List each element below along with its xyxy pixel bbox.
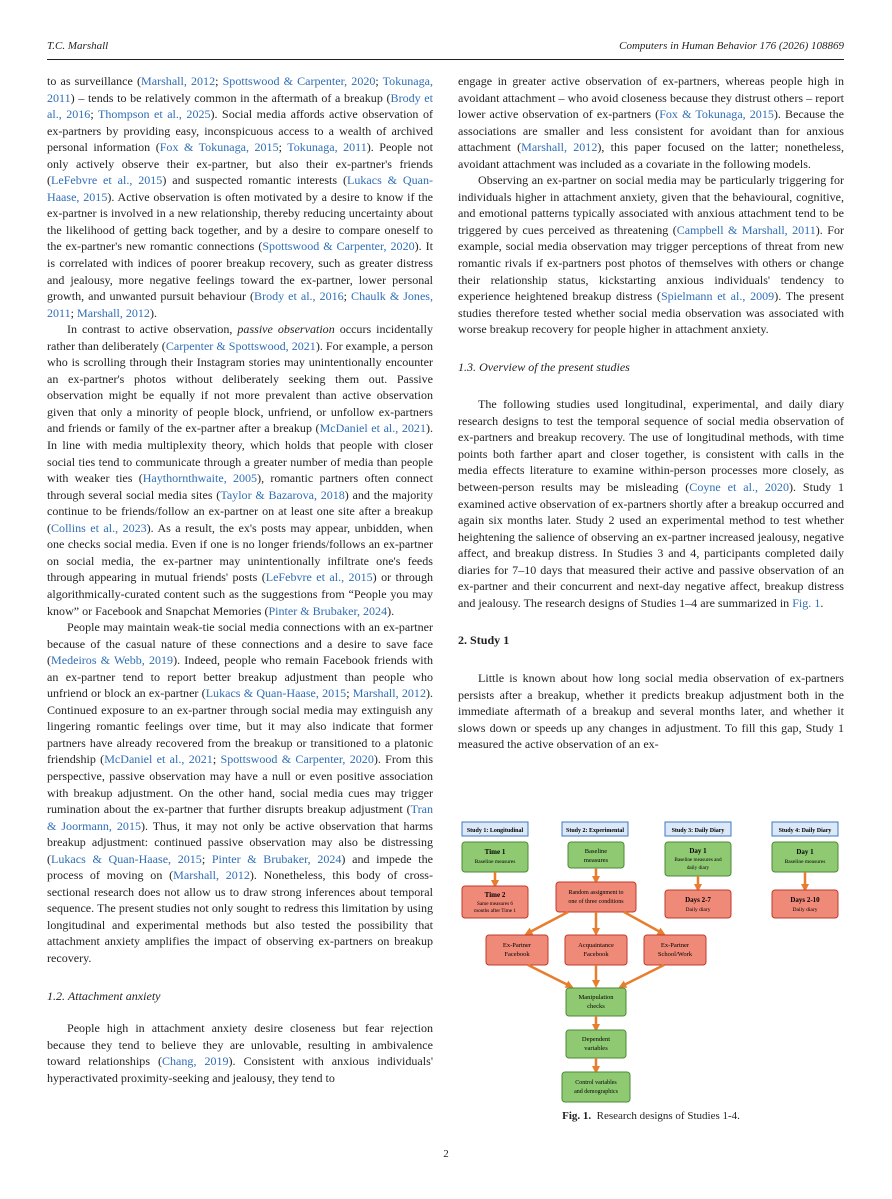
text-run: ). It is correlated with indices of poorer breakup recovery, such as greater distress and jealousy, more negative feelings toward the ex-partner, lower personal growth, and unwanted pursuit behaviour ( — [47, 239, 433, 304]
s4-day1-box — [772, 842, 838, 872]
citation-link[interactable]: Spielmann et al., 2009 — [660, 289, 775, 304]
text-run: ). Because the associations are smaller and less consistent for avoidant than for anxious attachment ( — [458, 107, 844, 155]
text-run: ). Study 1 examined active observation of ex-partners shortly after a breakup occurred and again six months later. Study 2 used an experimental method to test whether heightening the salience of observing an ex-partner increased jealousy, negative affect, and breakup distress. In Studies 3 and 4, participants completed daily diaries for 7–10 days that measured their active and passive observation of an ex-partner and their concurrent and next-day negative affect, breakup distress and jealousy. The research designs of Studies 1–4 are summarized in — [458, 480, 844, 610]
left-column — [47, 73, 433, 1086]
running-header — [47, 40, 844, 56]
citation-link[interactable]: Chang, 2019 — [162, 1054, 229, 1069]
s2-dep-line2: variables — [584, 1045, 608, 1052]
text-run: ), romantic partners often connect through several social media sites ( — [47, 471, 433, 502]
text-run: . — [820, 595, 824, 610]
text-run: ) and impede the process of moving on ( — [47, 851, 433, 883]
study-4-label: Study 4: Daily Diary — [778, 828, 832, 834]
arrow — [528, 912, 568, 933]
paragraph — [458, 73, 844, 172]
s2-manipulation-box — [566, 988, 626, 1016]
citation-link[interactable]: LeFebvre et al., 2015 — [51, 173, 163, 188]
text-run: ; — [201, 851, 212, 866]
section-heading: 1.2. Attachment anxiety — [47, 988, 161, 1003]
s1-time1-sub: Baseline measures — [474, 859, 516, 865]
text-run: People high in attachment anxiety desire closeness but fear rejection because they tend to believe they are unlovable, resulting in ambivalence toward relationships ( — [47, 1021, 433, 1069]
s2-random-line2: one of three conditions — [568, 899, 624, 905]
s4-day1-sub: Baseline measures — [784, 859, 826, 865]
text-run: ). People not only actively observe their ex-partner, but also their ex-partner's friends ( — [47, 140, 433, 188]
arrow — [528, 965, 570, 986]
s2-cond-ex-facebook-box — [486, 935, 548, 965]
citation-link[interactable]: Marshall, 2012 — [352, 686, 426, 701]
citation-link[interactable]: Chaulk & Jones, 2011 — [47, 289, 433, 320]
s4-days-box — [772, 890, 838, 918]
s2-cond3-line1: Ex-Partner — [660, 942, 690, 949]
citation-link[interactable]: Marshall, 2012 — [521, 140, 598, 155]
s2-random-line1: Random assignment to — [568, 890, 624, 896]
citation-link[interactable]: Medeiros & Webb, 2019 — [51, 653, 174, 668]
study-labels — [462, 822, 838, 836]
citation-link[interactable]: Carpenter & Spottswood, 2021 — [165, 338, 316, 353]
text-run: to as surveillance ( — [47, 74, 142, 88]
s2-cond1-line1: Ex-Partner — [502, 942, 532, 949]
text-run: ). Consistent with anxious individuals' hyperactivated proximity-seeking and jealousy, they tend to — [47, 1054, 433, 1085]
s4-days-sub: Daily diary — [792, 907, 818, 913]
text-run: ; — [343, 289, 352, 304]
citation-link[interactable]: Marshall, 2012 — [77, 305, 150, 320]
text-run: ). Active observation is often motivated by a desire to know if the ex-partner is involved in a new relationship, thereby reducing uncertainty about the likelihood of getting back together, and by a desire to compare oneself to the ex-partner's new romantic connections ( — [47, 189, 434, 254]
paragraph — [47, 619, 433, 966]
text-run: Little is known about how long social media observation of ex-partners persists after a breakup, whether it predicts breakup adjustment both in the immediate aftermath of a breakup and several months later, and whether it slows down or speeds up any changes in adjustment. To fill this gap, Study 1 measured the active observation of an ex- — [458, 670, 844, 752]
citation-link[interactable]: Campbell & Marshall, 2011 — [676, 222, 816, 237]
paragraph — [458, 670, 844, 753]
s2-manip-line2: checks — [587, 1003, 605, 1010]
s1-time2-title: Time 2 — [484, 891, 506, 899]
s2-ctrl-line1: Control variables — [575, 1080, 617, 1086]
text-run: Observing an ex-partner on social media may be particularly triggering for individuals higher in attachment anxiety, given that the behavioural, cognitive, and emotional patterns typically associated with anxious attachment tend to be triggered by cues perceived as threatening ( — [458, 173, 844, 237]
text-run: ; — [346, 686, 353, 701]
citation-link[interactable]: Brody et al., 2016 — [254, 289, 344, 304]
s2-ctrl-line2: and demographics — [574, 1089, 618, 1095]
header-author: T.C. Marshall — [47, 40, 109, 52]
flowchart — [458, 808, 844, 1108]
s3-day1-sub2: daily diary — [686, 865, 710, 871]
text-run: occurs incidentally rather than deliberately ( — [47, 322, 433, 353]
figure-research-designs — [458, 808, 844, 1108]
text-run: In contrast to active observation, — [67, 322, 238, 337]
study-2-label: Study 2: Experimental — [565, 828, 625, 834]
citation-link[interactable]: McDaniel et al., 2021 — [319, 421, 426, 436]
s4-days-title: Days 2-10 — [790, 896, 820, 904]
citation-link[interactable]: LeFebvre et al., 2015 — [265, 570, 373, 585]
arrow — [624, 912, 662, 933]
s2-cond1-line2: Facebook — [504, 951, 530, 958]
figure-caption-text: Research designs of Studies 1-4. — [596, 1110, 740, 1122]
page-number: 2 — [443, 1148, 449, 1160]
citation-link[interactable]: Lukacs & Quan-Haase, 2015 — [205, 686, 347, 701]
citation-link[interactable]: Spottswood & Carpenter, 2020 — [222, 74, 376, 88]
text-run: ). The present studies therefore tested whether social media observation was associated with worse breakup recovery for people higher in attachment anxiety. — [458, 289, 845, 337]
text-run: ; — [278, 140, 288, 155]
text-run: ; — [215, 74, 223, 88]
right-column — [458, 73, 844, 753]
text-run: ). In line with media multiplexity theory, which holds that people with closer social ties tend to communicate through a greater number of media than people with weaker ties ( — [47, 421, 433, 486]
citation-link[interactable]: Marshall, 2012 — [141, 74, 216, 88]
emphasis: passive observation — [237, 322, 335, 337]
s3-day1-title: Day 1 — [689, 847, 707, 855]
citation-link[interactable]: Collins et al., 2023 — [51, 520, 147, 535]
paragraph — [458, 172, 844, 337]
text-run: ). — [149, 305, 157, 320]
study-1-label: Study 1: Longitudinal — [466, 828, 524, 834]
citation-link[interactable]: Fig. 1 — [792, 595, 821, 610]
s2-dep-line1: Dependent — [581, 1036, 611, 1043]
text-run: ). For example, a person who is scrolling through their Instagram stories may unintentionally encounter an ex-partner's photos without deliberately seeking them out. Passive observation might be equally if not more prevalent than active observation given that only a minority of people block, unfriend, or unfollow ex-partners and friends or family of the ex-partner after a breakup ( — [47, 338, 434, 436]
text-run: ). As a result, the ex's posts may appear, unbidden, when one checks social media. Even if one is no longer friends/follows an ex-partner on social media, the ex-partner may unintentionally infiltrate one's feeds through appearing in mutual friends' posts ( — [47, 520, 434, 585]
citation-link[interactable]: Pinter & Brubaker, 2024 — [268, 603, 388, 618]
s1-time2-sub1: Same measures 6 — [476, 901, 514, 907]
text-run: ) and the majority continue to be friends/follow an ex-partner on at least one site after a breakup ( — [47, 487, 433, 535]
s2-dependent-box — [566, 1030, 626, 1058]
s2-baseline-box — [568, 842, 624, 868]
figure-caption — [458, 1110, 844, 1122]
citation-link[interactable]: Lukacs & Quan-Haase, 2015 — [47, 173, 433, 204]
citation-link[interactable]: Tran & Joormann, 2015 — [47, 802, 433, 833]
s2-cond2-line2: Facebook — [583, 951, 609, 958]
study-3-label: Study 3: Daily Diary — [671, 828, 725, 834]
s1-time1-box — [462, 842, 528, 872]
s2-cond-acquaintance-box — [565, 935, 627, 965]
s1-time1-title: Time 1 — [484, 848, 506, 856]
s3-days-box — [665, 890, 731, 918]
section-heading: 1.3. Overview of the present studies — [458, 359, 630, 374]
citation-link[interactable]: Lukacs & Quan-Haase, 2015 — [51, 851, 202, 866]
text-run: ). Thus, it may not only be active observation that harms breakup adjustment: continued passive observation may also be distressing ( — [47, 818, 433, 866]
text-run: People may maintain weak-tie social media connections with an ex-partner because of the casual nature of these connections and a desire to save face ( — [47, 620, 433, 668]
citation-link[interactable]: Marshall, 2012 — [173, 868, 250, 883]
section-heading: 2. Study 1 — [458, 633, 510, 648]
figure-label: Fig. 1. — [562, 1110, 592, 1122]
text-run: ). Nonetheless, this body of cross-sectional research does not allow us to draw strong inferences about temporal sequence. The present studies not only sought to redress this limitation by using longitudinal and experimental methods but also tested the possibility that attachment anxiety amplifies the impact of observing ex-partners on breakup recovery. — [47, 868, 433, 965]
text-run: ). — [387, 603, 395, 618]
text-run: ; — [375, 74, 383, 88]
text-run: ; — [90, 107, 98, 122]
s2-cond3-line2: School/Work — [657, 951, 693, 958]
text-run: ) – tends to be relatively common in the aftermath of a breakup ( — [70, 90, 391, 105]
s3-days-title: Days 2-7 — [685, 896, 711, 904]
s1-time2-sub2: months after Time 1 — [474, 908, 516, 914]
text-run: ) and suspected romantic interests ( — [162, 173, 347, 188]
citation-link[interactable]: McDaniel et al., 2021 — [104, 752, 213, 767]
header-rule — [47, 59, 844, 60]
citation-link[interactable]: Tokunaga, 2011 — [47, 74, 433, 105]
text-run: engage in greater active observation of ex-partners, whereas people high in avoidant attachment – who avoid closeness because they distrust others – report lower active observation of ex-partners ( — [458, 74, 844, 122]
citation-link[interactable]: Tokunaga, 2011 — [287, 140, 367, 155]
arrow — [622, 965, 664, 986]
s3-days-sub: Daily diary — [685, 907, 711, 913]
text-run: The following studies used longitudinal, experimental, and daily diary research designs to test the temporal sequence of social media observation of ex-partners and breakup recovery. The use of longitudinal methods, with time points both farther apart and closer together, is consistent with calls in the media effects literature to examine within-person processes more closely, as between-person results may be misleading ( — [458, 397, 844, 495]
citation-link[interactable]: Haythornthwaite, 2005 — [142, 471, 258, 486]
paragraph — [47, 73, 433, 321]
s2-random-box — [556, 882, 636, 912]
citation-link[interactable]: Thompson et al., 2025 — [97, 107, 211, 122]
paragraph — [458, 396, 844, 611]
s2-cond2-line1: Acquaintance — [578, 942, 614, 949]
text-run: ; — [212, 752, 221, 767]
s2-control-box — [562, 1072, 630, 1102]
text-run: ; — [70, 305, 78, 320]
citation-link[interactable]: Pinter & Brubaker, 2024 — [211, 851, 342, 866]
citation-link[interactable]: Coyne et al., 2020 — [689, 480, 789, 495]
s2-baseline-line1: Baseline — [584, 848, 608, 855]
text-run: ), this paper focused on the latter; nonetheless, avoidant attachment was included as a covariate in the following models. — [458, 140, 844, 171]
paragraph — [47, 1020, 433, 1086]
s2-cond-ex-school-box — [644, 935, 706, 965]
citation-link[interactable]: Spottswood & Carpenter, 2020 — [262, 239, 415, 254]
citation-link[interactable]: Fox & Tokunaga, 2015 — [659, 107, 774, 122]
citation-link[interactable]: Fox & Tokunaga, 2015 — [159, 140, 279, 155]
paragraph — [47, 321, 433, 619]
text-run: ). Continued exposure to an ex-partner through social media may extinguish any lingering romantic feelings over time, but it may also indicate that former partners have already recovered from the breakup or transitioned to a platonic friendship ( — [47, 686, 433, 767]
s2-baseline-line2: measures — [583, 857, 609, 864]
text-run: ). Indeed, people who remain Facebook friends with an ex-partner tend to report better breakup adjustment than people who unfriend or block an ex-partner ( — [47, 653, 434, 701]
text-run: ). Social media affords active observation of ex-partners by providing easy, inconspicuous access to a wealth of archived personal information ( — [47, 107, 433, 155]
header-journal: Computers in Human Behavior 176 (2026) 108869 — [619, 40, 844, 52]
citation-link[interactable]: Spottswood & Carpenter, 2020 — [220, 752, 374, 767]
s3-day1-sub1: Baseline measures and — [674, 857, 722, 863]
text-run: ) or through algorithmically-curated content such as the suggestions from “People you may know” or Facebook and Snapchat Memories ( — [47, 570, 433, 618]
text-run: ). From this perspective, passive observation may have a null or even positive association with breakup adjustment. On the other hand, social media cues may trigger rumination about the ex-partner that further disrupts breakup adjustment ( — [47, 752, 434, 817]
citation-link[interactable]: Taylor & Bazarova, 2018 — [220, 487, 345, 502]
s2-manip-line1: Manipulation — [578, 994, 614, 1001]
s4-day1-title: Day 1 — [796, 848, 814, 856]
text-run: ). For example, social media observation may trigger perceptions of threat from new romantic rivals if ex-partners post photos of themselves with others or change their relationship status, kickstarting anxious individuals' tendency to experience heightened breakup distress ( — [458, 222, 844, 304]
citation-link[interactable]: Brody et al., 2016 — [47, 90, 434, 122]
